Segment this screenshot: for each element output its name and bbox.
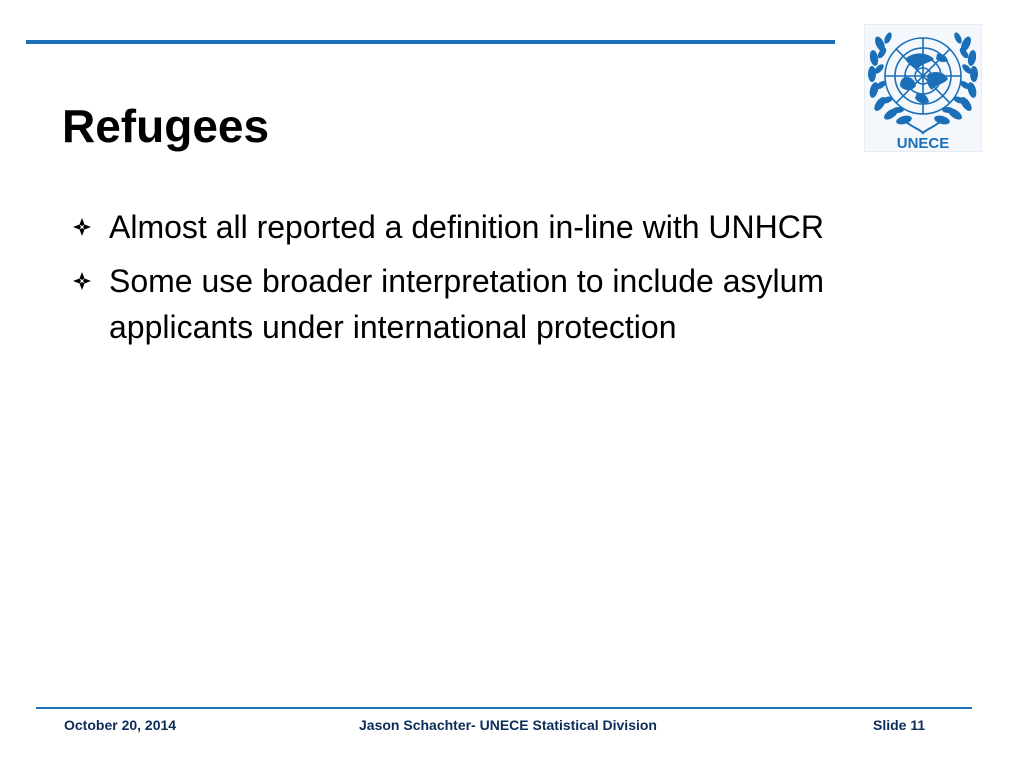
bullet-list	[72, 204, 932, 358]
unece-logo	[864, 24, 982, 152]
footer-date: October 20, 2014	[64, 717, 177, 733]
header-divider	[26, 40, 835, 44]
footer-author: Jason Schachter- UNECE Statistical Division	[359, 717, 657, 733]
un-emblem-icon	[864, 24, 982, 152]
bullet-text: Almost all reported a definition in-line with UNHCR	[109, 209, 824, 245]
logo-text: UNECE	[896, 135, 950, 152]
bullet-item	[72, 204, 932, 250]
diamond-bullet-icon	[72, 217, 92, 237]
bullet-text: Some use broader interpretation to include asylum applicants under international protection	[109, 263, 825, 345]
footer-divider	[36, 707, 972, 709]
slide-number: Slide 11	[873, 717, 926, 733]
diamond-bullet-icon	[72, 271, 92, 291]
bullet-item	[72, 258, 932, 350]
slide-title: Refugees	[62, 100, 270, 152]
